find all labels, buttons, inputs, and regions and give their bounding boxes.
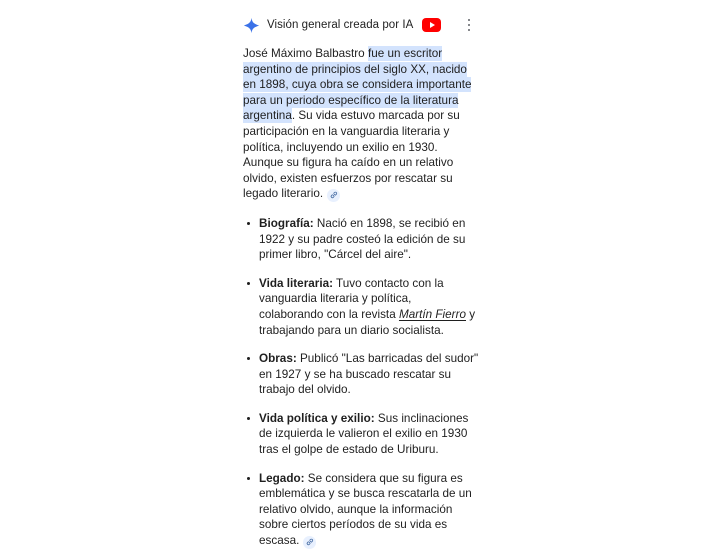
list-item — [243, 216, 479, 263]
list-item-text: Se considera que su figura es emblemática y se busca rescatarla de un relativo olvido, aunque la información sobre ciertos períodos de su vida es escasa. — [259, 471, 472, 548]
list-item — [243, 276, 479, 338]
link-icon[interactable] — [327, 189, 340, 202]
paragraph-lead: José Máximo Balbastro — [243, 47, 368, 60]
list-item-text-after: y trabajando para un diario socialista. — [259, 307, 476, 337]
link-icon[interactable] — [303, 536, 316, 549]
bullet-dot — [247, 357, 250, 360]
paragraph-rest: . Su vida estuvo marcada por su participación en la vanguardia literaria y política, incluyendo un exilio en 1930. Aunque su figura ha caído en un relativo olvido, existen esfuerzos por rescatar su legado literario. — [243, 109, 460, 201]
list-item-label: Legado: — [259, 471, 305, 485]
list-item — [243, 471, 479, 549]
kebab-dot — [468, 24, 471, 27]
list-item-text-before: Tuvo contacto con la vanguardia literaria y política, colaborando con la revista — [259, 276, 444, 321]
magazine-title: Martín Fierro — [398, 307, 466, 321]
ai-overview-header — [243, 12, 479, 38]
list-item — [243, 351, 479, 398]
list-item-text: Nació en 1898, se recibió en 1922 y su padre costeó la edición de su primer libro, "Cárcel del aire". — [259, 216, 466, 262]
bullet-dot — [247, 282, 250, 285]
list-item-text: Sus inclinaciones de izquierda le valieron el exilio en 1930 tras el golpe de estado de Uriburu. — [259, 411, 469, 457]
overview-bullet-list — [243, 216, 479, 549]
highlighted-selection[interactable]: fue un escritor argentino de principios del siglo XX, nacido en 1898, cuya obra se considera importante para un periodo específico de la literatura argentina — [243, 47, 472, 123]
bullet-dot — [247, 417, 250, 420]
list-item-label: Vida política y exilio: — [259, 411, 375, 425]
overview-paragraph — [243, 46, 479, 202]
kebab-dot — [468, 19, 471, 22]
list-item-label: Vida literaria: — [259, 276, 333, 290]
sparkle-icon — [243, 17, 260, 34]
list-item — [243, 411, 479, 458]
play-triangle — [430, 22, 435, 28]
ai-overview-card — [243, 12, 479, 549]
kebab-dot — [468, 29, 471, 32]
youtube-icon[interactable] — [422, 18, 441, 32]
list-item-label: Obras: — [259, 352, 297, 366]
ai-overview-title: Visión general creada por IA — [267, 19, 414, 31]
more-options-icon[interactable] — [461, 16, 477, 34]
list-item-text: Publicó "Las barricadas del sudor" en 1927 y se ha buscado rescatar su trabajo del olvido. — [259, 352, 479, 397]
list-item-label: Biografía: — [259, 216, 314, 230]
bullet-dot — [247, 222, 250, 225]
